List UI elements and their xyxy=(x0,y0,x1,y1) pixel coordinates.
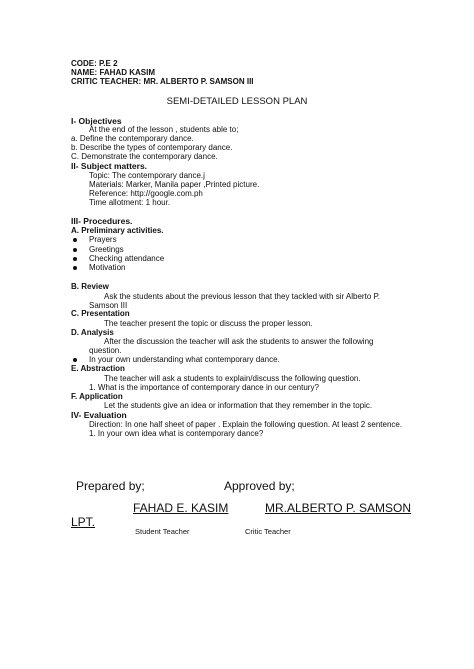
approved-by-name: MR.ALBERTO P. SAMSON xyxy=(265,501,412,515)
review-line: Samson III xyxy=(89,301,128,310)
abstraction-line: 1. What is the importance of contemporary dance in our century? xyxy=(89,383,319,392)
evaluation-line: 1. In your own idea what is contemporary dance? xyxy=(89,429,264,438)
prepared-by-role: Student Teacher xyxy=(135,527,190,536)
prepared-by-label: Prepared by; xyxy=(76,479,145,493)
approved-by-suffix: LPT. xyxy=(71,515,96,529)
subject-time-allotment: Time allotment: 1 hour. xyxy=(89,198,171,207)
analysis-line: After the discussion the teacher will ask the students to answer the following xyxy=(104,337,374,346)
list-item: Prayers xyxy=(89,235,117,244)
subject-heading: II- Subject matters. xyxy=(71,161,148,171)
approved-by-label: Approved by; xyxy=(224,479,295,493)
list-item: Checking attendance xyxy=(89,254,165,263)
application-heading: F. Application xyxy=(71,392,123,401)
list-item: Motivation xyxy=(89,263,126,272)
analysis-bullet: In your own understanding what contemporary dance. xyxy=(89,355,280,364)
header-critic-teacher: CRITIC TEACHER: MR. ALBERTO P. SAMSON III xyxy=(71,77,254,86)
analysis-line: question. xyxy=(89,346,122,355)
objective-item: C. Demonstrate the contemporary dance. xyxy=(71,152,218,161)
objectives-heading: I- Objectives xyxy=(71,116,122,126)
list-item: Greetings xyxy=(89,245,124,254)
preliminary-heading: A. Preliminary activities. xyxy=(71,226,164,235)
objective-item: b. Describe the types of contemporary dance. xyxy=(71,143,233,152)
procedures-heading: III- Procedures. xyxy=(71,216,133,226)
subject-reference: Reference: http://google.com.ph xyxy=(89,189,203,198)
objective-item: a. Define the contemporary dance. xyxy=(71,134,194,143)
bullet-icon xyxy=(73,248,77,252)
bullet-icon xyxy=(73,238,77,242)
analysis-heading: D. Analysis xyxy=(71,328,114,337)
application-line: Let the students give an idea or information that they remember in the topic. xyxy=(104,401,373,410)
bullet-icon xyxy=(73,358,77,362)
presentation-line: The teacher present the topic or discuss the proper lesson. xyxy=(104,319,313,328)
subject-materials: Materials: Marker, Manila paper ,Printed picture. xyxy=(89,180,260,189)
prepared-by-name: FAHAD E. KASIM xyxy=(133,501,229,515)
abstraction-line: The teacher will ask a students to explain/discuss the following question. xyxy=(104,374,361,383)
bullet-icon xyxy=(73,257,77,261)
evaluation-heading: IV- Evaluation xyxy=(71,410,127,420)
header-code: CODE: P.E 2 xyxy=(71,59,118,68)
objectives-intro: At the end of the lesson , students able to; xyxy=(89,125,239,134)
review-heading: B. Review xyxy=(71,282,109,291)
header-name: NAME: FAHAD KASIM xyxy=(71,68,155,77)
approved-by-role: Critic Teacher xyxy=(245,527,291,536)
subject-topic: Topic: The contemporary dance.j xyxy=(89,171,205,180)
review-line: Ask the students about the previous lesson that they tackled with sir Alberto P. xyxy=(104,292,381,301)
page-title: SEMI-DETAILED LESSON PLAN xyxy=(166,96,308,107)
presentation-heading: C. Presentation xyxy=(71,309,130,318)
abstraction-heading: E. Abstraction xyxy=(71,364,125,373)
bullet-icon xyxy=(73,266,77,270)
evaluation-line: Direction: In one half sheet of paper . Explain the following question. At least 2 sentence. xyxy=(89,420,403,429)
